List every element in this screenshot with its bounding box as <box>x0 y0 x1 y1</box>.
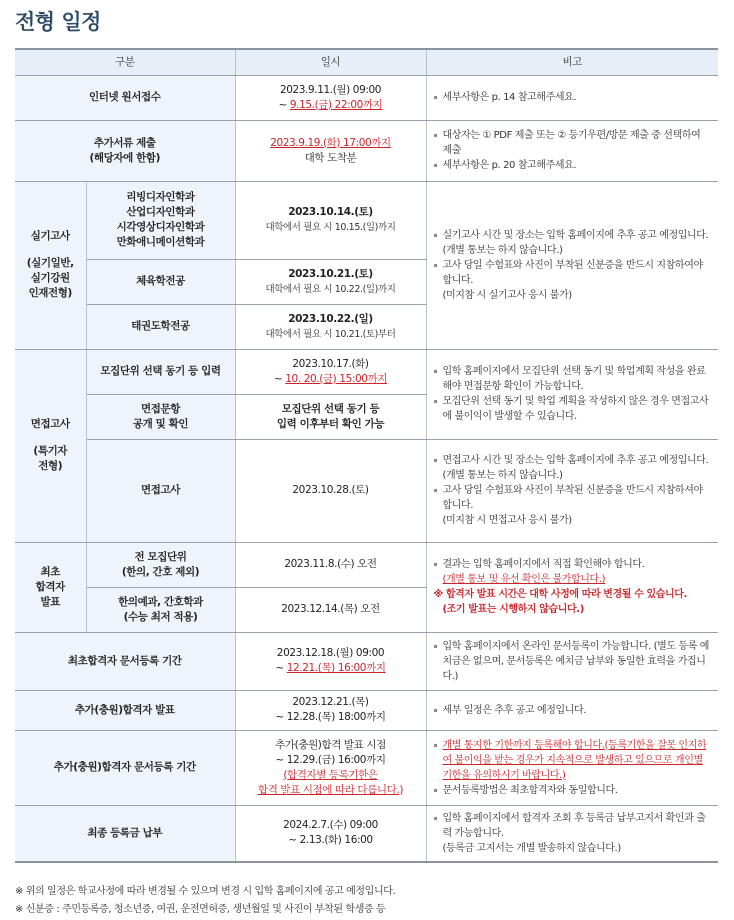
category-cell: 면접고사 (특기자 전형) <box>15 349 86 542</box>
table-row <box>15 730 718 805</box>
note-cell <box>426 542 718 632</box>
note-item: ▪ 결과는 입학 홈페이지에서 직접 확인해야 합니다. <box>434 557 711 572</box>
warning-text: 합격 발표 시점에 따라 다릅니다.) <box>257 783 404 796</box>
note-item: ▪ 입학 홈페이지에서 합격자 조회 후 등록금 납부고지서 확인과 출력 가능합니다. <box>434 811 711 841</box>
warning-text: (조기 발표는 시행하지 않습니다.) <box>442 604 584 615</box>
date-cell: 모집단위 선택 동기 등 입력 이후부터 확인 가능 <box>235 394 426 439</box>
subcategory-cell: 체육학전공 <box>86 259 235 304</box>
page-title: 전형 일정 <box>15 10 101 34</box>
subcategory-cell: 면접고사 <box>86 439 235 542</box>
category-cell: 추가서류 제출 (해당자에 한함) <box>15 120 235 181</box>
note-item: ▪ 세부사항은 p. 20 참고해주세요. <box>434 158 711 173</box>
date-cell: 추가(충원)합격 발표 시점 ~ 12.29.(금) 16:00까지 (합격자별 등록기한은 합격 발표 시점에 따라 다릅니다.) <box>235 730 426 805</box>
deadline-text: 2023.9.19.(화) 17:00까지 <box>270 136 391 149</box>
date-cell: 2023.11.8.(수) 오전 <box>235 542 426 587</box>
table-row <box>15 632 718 690</box>
note-item: ▪ 세부사항은 p. 14 참고해주세요. <box>434 90 711 105</box>
note-cell: ▪ 면접고사 시간 및 장소는 입학 홈페이지에 추후 공고 예정입니다. (개별 통보는 하지 않습니다.) ▪ 고사 당일 수험표와 사진이 부착된 신분증을 반드시 지참하셔야 합니다. (미지참 시 면접고사 응시 불가) <box>426 439 718 542</box>
date-cell: 2023.9.19.(화) 17:00까지 대학 도착분 <box>235 120 426 181</box>
note-item: ▪ 고사 당일 수험표와 사진이 부착된 신분증을 반드시 지참하여야 합니다. <box>434 258 711 288</box>
date-cell: 2023.10.21.(토) 대학에서 필요 시 10.22.(일)까지 <box>235 259 426 304</box>
note-cell: ▪ 실기고사 시간 및 장소는 입학 홈페이지에 추후 공고 예정입니다. (개별 통보는 하지 않습니다.) ▪ 고사 당일 수험표와 사진이 부착된 신분증을 반드시 지참하여야 합니다. (미지참 시 실기고사 응시 불가) <box>426 181 718 349</box>
note-item: ▪ 입학 홈페이지에서 온라인 문서등록이 가능합니다. (별도 등록 예치금은 없으며, 문서등록은 예치금 납부와 동일한 효력을 가집니다.) <box>434 639 711 684</box>
table-row <box>15 75 718 120</box>
subcategory-cell: 전 모집단위 (한의, 간호 제외) <box>86 542 235 587</box>
date-end: ~ 9.15.(금) 22:00까지 <box>278 98 383 111</box>
table-row <box>15 349 718 394</box>
date-cell: 2023.10.22.(일) 대학에서 필요 시 10.21.(토)부터 <box>235 304 426 349</box>
date-cell: 2023.12.14.(목) 오전 <box>235 587 426 632</box>
footnotes <box>15 883 395 919</box>
table-row <box>15 439 718 542</box>
category-cell: 추가(충원)합격자 문서등록 기간 <box>15 730 235 805</box>
table-row <box>15 542 718 587</box>
note-cell <box>426 349 718 439</box>
warning-text: (개별 통보 및 유선 확인은 불가합니다.) <box>442 574 606 585</box>
note-item: ▪ 입학 홈페이지에서 모집단위 선택 동기 및 학업계획 작성을 완료해야 면접문항 확인이 가능합니다. <box>434 364 711 394</box>
category-cell: 최초 합격자 발표 <box>15 542 86 632</box>
footnote: ※ 신분증 : 주민등록증, 청소년증, 여권, 운전면허증, 생년월일 및 사진이 부착된 학생증 등 <box>15 904 386 915</box>
note-cell <box>426 730 718 805</box>
date-start: 2023.9.11.(월) 09:00 <box>279 83 382 96</box>
note-item: ▪ 문서등록방법은 최초합격자와 동일합니다. <box>434 783 711 798</box>
category-cell: 최초합격자 문서등록 기간 <box>15 632 235 690</box>
subcategory-cell: 태권도학전공 <box>86 304 235 349</box>
table-row <box>15 690 718 730</box>
header-date: 일시 <box>235 49 426 75</box>
subcategory-cell: 면접문항 공개 및 확인 <box>86 394 235 439</box>
header-note: 비고 <box>426 49 718 75</box>
date-cell: 2024.2.7.(수) 09:00 ~ 2.13.(화) 16:00 <box>235 805 426 862</box>
subcategory-cell: 리빙디자인학과 산업디자인학과 시각영상디자인학과 만화애니메이션학과 <box>86 181 235 259</box>
note-item: ▪ 세부 일정은 추후 공고 예정입니다. <box>434 703 711 718</box>
category-cell: 최종 등록금 납부 <box>15 805 235 862</box>
footnote: ※ 위의 일정은 학교사정에 따라 변경될 수 있으며 변경 시 입학 홈페이지에 공고 예정입니다. <box>15 886 396 897</box>
category-cell: 인터넷 원서접수 <box>15 75 235 120</box>
note-item: ▪ 대상자는 ① PDF 제출 또는 ② 등기우편/방문 제출 중 선택하여 제출 <box>434 128 711 158</box>
warning-text: (합격자별 등록기한은 <box>283 768 378 781</box>
table-header-row <box>15 49 718 75</box>
deadline-text: 12.21.(목) 16:00까지 <box>286 662 386 674</box>
subcategory-cell: 한의예과, 간호학과 (수능 최저 적용) <box>86 587 235 632</box>
date-cell: 2023.10.28.(토) <box>235 439 426 542</box>
table-row <box>15 805 718 862</box>
date-cell <box>235 75 426 120</box>
note-item: ▪ 모집단위 선택 동기 및 학업 계획을 작성하지 않은 경우 면접고사에 불이익이 발생할 수 있습니다. <box>434 394 711 424</box>
deadline-text: 10. 20.(금) 15:00까지 <box>285 372 388 385</box>
date-cell: 2023.12.18.(월) 09:00 ~ 12.21.(목) 16:00까지 <box>235 632 426 690</box>
date-cell: 2023.12.21.(목) ~ 12.28.(목) 18:00까지 <box>235 690 426 730</box>
note-cell: ▪ 입학 홈페이지에서 합격자 조회 후 등록금 납부고지서 확인과 출력 가능합니다. (등록금 고지서는 개별 발송하지 않습니다.) <box>426 805 718 862</box>
subcategory-cell: 모집단위 선택 동기 등 입력 <box>86 349 235 394</box>
deadline-text: 9.15.(금) 22:00까지 <box>289 98 383 111</box>
warning-text: ※ 합격자 발표 시간은 대학 사정에 따라 변경될 수 있습니다. <box>433 589 687 600</box>
date-cell: 2023.10.14.(토) 대학에서 필요 시 10.15.(일)까지 <box>235 181 426 259</box>
category-cell: 추가(충원)합격자 발표 <box>15 690 235 730</box>
note-item: ▪ 면접고사 시간 및 장소는 입학 홈페이지에 추후 공고 예정입니다. <box>434 453 711 468</box>
schedule-table <box>15 48 718 863</box>
note-cell <box>426 690 718 730</box>
note-cell <box>426 120 718 181</box>
header-category: 구분 <box>15 49 235 75</box>
table-row <box>15 120 718 181</box>
note-cell <box>426 75 718 120</box>
category-cell: 실기고사 (실기일반, 실기강원 인재전형) <box>15 181 86 349</box>
note-cell <box>426 632 718 690</box>
note-item: ▪ 고사 당일 수험표와 사진이 부착된 신분증을 반드시 지참하셔야 합니다. <box>434 483 711 513</box>
warning-text: ▪ 개별 통지한 기한까지 등록해야 합니다.(등록기한을 잘못 인지하여 불이익을 받는 경우가 지속적으로 발생하고 있으므로 개인별 기한을 유의하시기 바랍니다.) <box>434 738 711 783</box>
table-row <box>15 181 718 259</box>
date-cell: 2023.10.17.(화) ~ 10. 20.(금) 15:00까지 <box>235 349 426 394</box>
note-item: ▪ 실기고사 시간 및 장소는 입학 홈페이지에 추후 공고 예정입니다. <box>434 228 711 243</box>
